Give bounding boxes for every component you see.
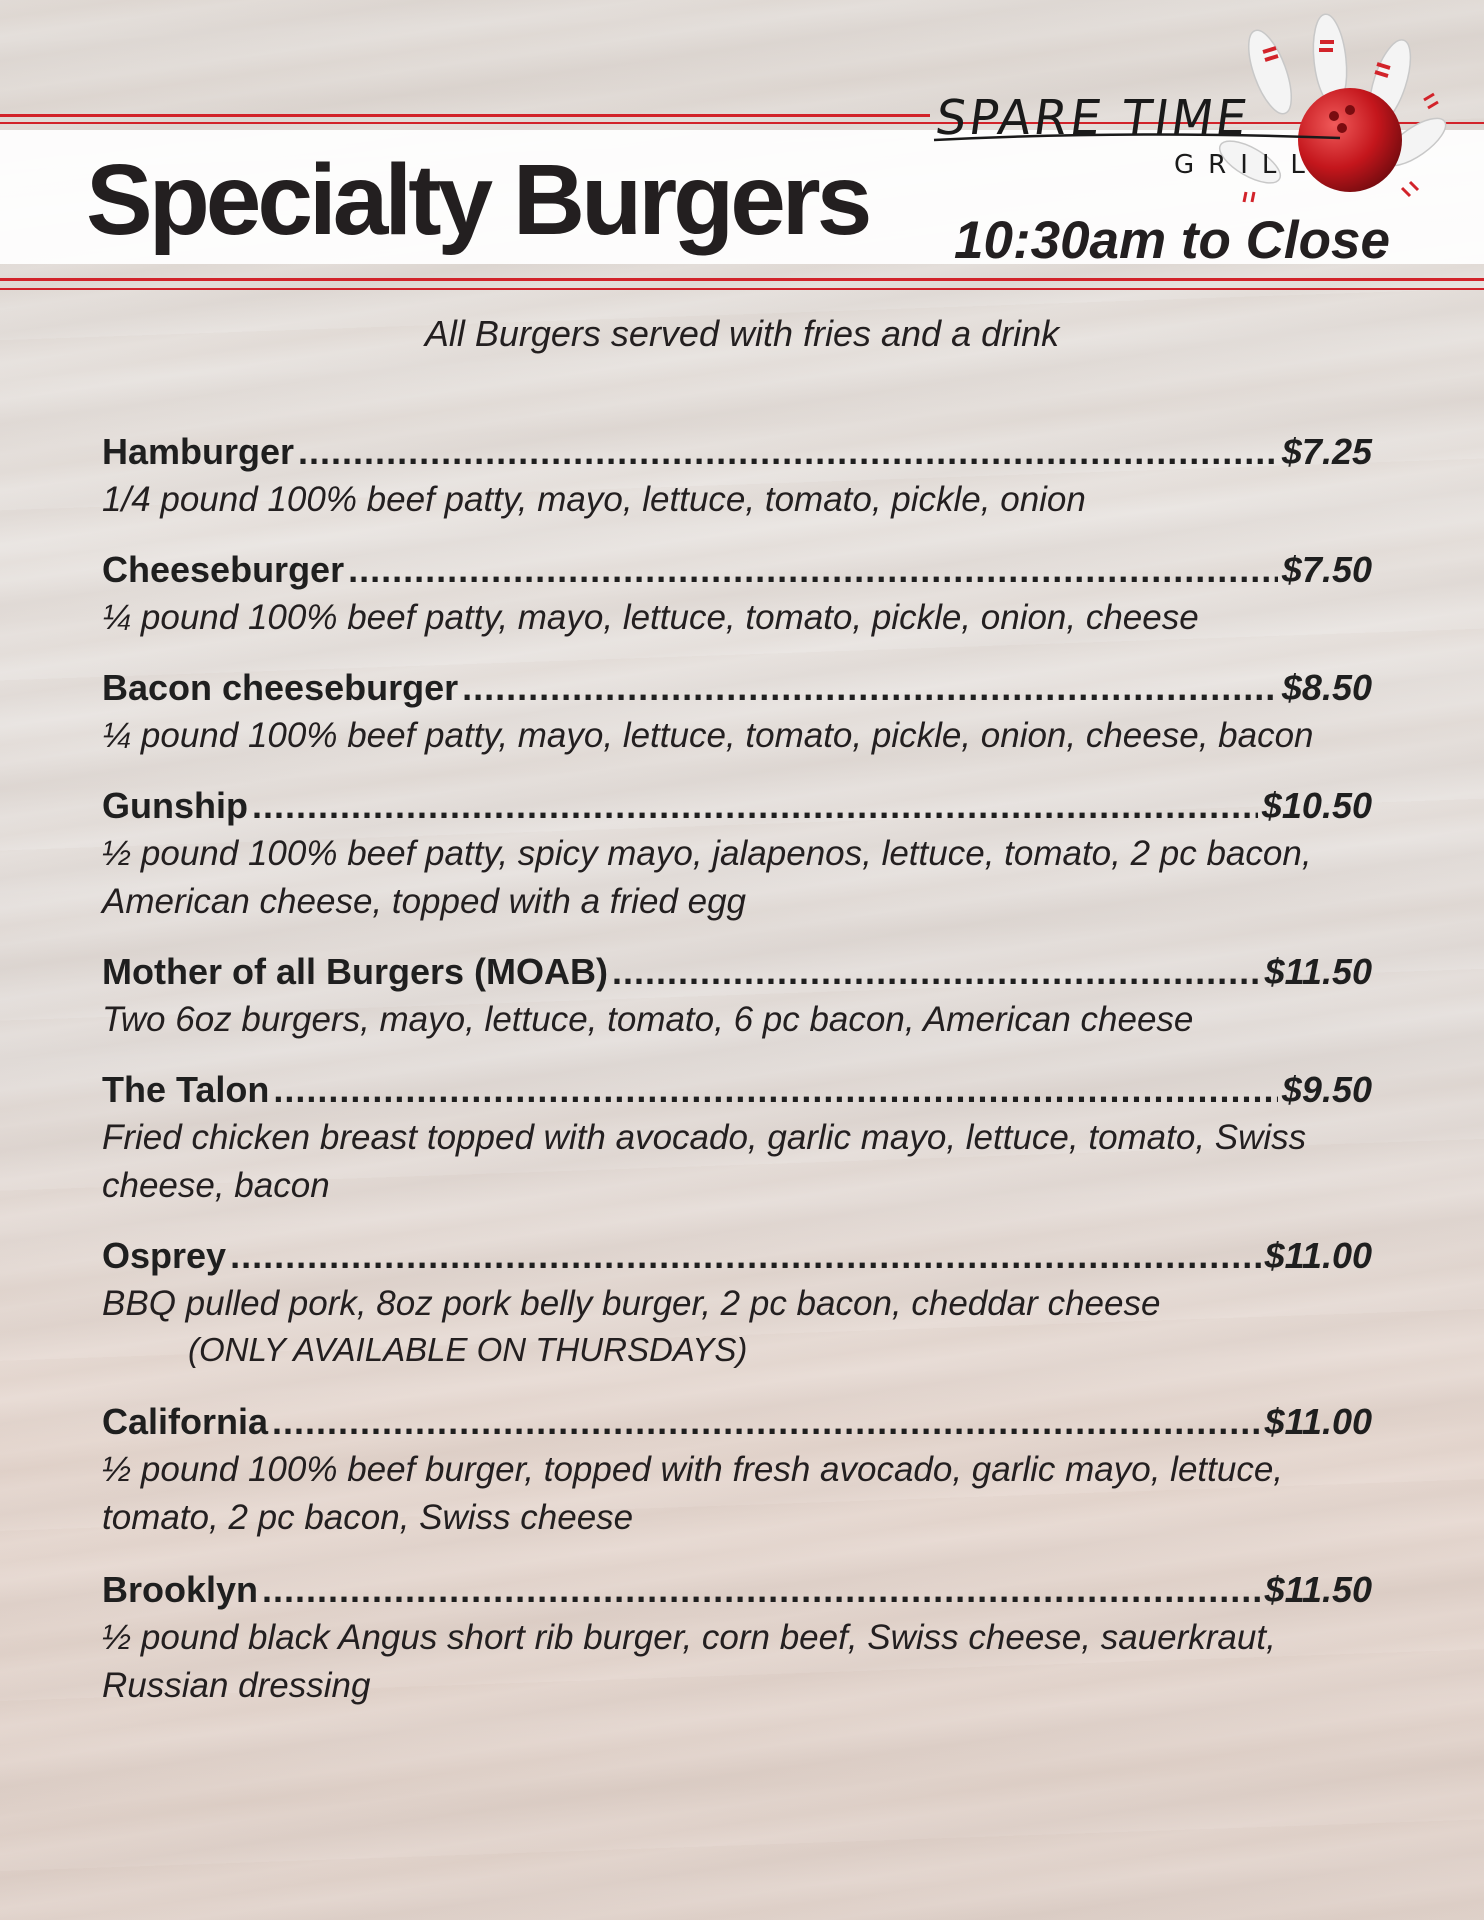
- menu-item-gunship: [102, 784, 1372, 926]
- header-rule-bottom-2: [0, 288, 1484, 290]
- item-description: ½ pound 100% beef patty, spicy mayo, jalapenos, lettuce, tomato, 2 pc bacon, American cheese, topped with a fried egg: [102, 834, 1312, 921]
- item-name: Osprey: [102, 1235, 227, 1276]
- hours-text: 10:30am to Close: [954, 211, 1390, 270]
- spare-time-grill-logo: [930, 12, 1450, 212]
- item-description: ½ pound 100% beef burger, topped with fresh avocado, garlic mayo, lettuce, tomato, 2 pc bacon, Swiss cheese: [102, 1450, 1284, 1537]
- item-name: Mother of all Burgers (MOAB): [102, 951, 609, 992]
- item-price: $10.50: [1261, 785, 1372, 826]
- item-name: Gunship: [102, 785, 248, 826]
- menu-item-osprey: [102, 1234, 1372, 1372]
- item-price: $11.50: [1264, 951, 1372, 992]
- menu-item-cheeseburger: [102, 548, 1372, 642]
- item-description: ¼ pound 100% beef patty, mayo, lettuce, tomato, pickle, onion, cheese: [102, 598, 1199, 637]
- menu-item-california: [102, 1400, 1372, 1542]
- menu-item-bacon-cheeseburger: [102, 666, 1372, 760]
- item-description: Two 6oz burgers, mayo, lettuce, tomato, 6 pc bacon, American cheese: [102, 1000, 1194, 1039]
- dot-leader: [612, 950, 1261, 994]
- header-rule-top-1: [0, 114, 930, 117]
- dot-leader: [462, 666, 1278, 710]
- item-description: Fried chicken breast topped with avocado, garlic mayo, lettuce, tomato, Swiss cheese, bacon: [102, 1118, 1307, 1205]
- menu-item-moab: [102, 950, 1372, 1044]
- item-name: The Talon: [102, 1069, 270, 1110]
- dot-leader: [230, 1234, 1260, 1278]
- item-name: Brooklyn: [102, 1569, 259, 1610]
- menu-subtitle: All Burgers served with fries and a drink: [424, 313, 1060, 354]
- item-description: ¼ pound 100% beef patty, mayo, lettuce, tomato, pickle, onion, cheese, bacon: [102, 716, 1314, 755]
- item-description: ½ pound black Angus short rib burger, corn beef, Swiss cheese, sauerkraut, Russian dressing: [102, 1618, 1276, 1705]
- item-name: Bacon cheeseburger: [102, 667, 459, 708]
- logo-wordmark: SPARE TIME: [932, 90, 1254, 146]
- page-title: Specialty Burgers: [86, 144, 869, 256]
- dot-leader: [298, 430, 1278, 474]
- item-name: Cheeseburger: [102, 549, 345, 590]
- dot-leader: [272, 1400, 1261, 1444]
- menu-item-the-talon: [102, 1068, 1372, 1210]
- availability-note: (ONLY AVAILABLE ON THURSDAYS): [188, 1331, 748, 1368]
- item-price: $8.50: [1281, 667, 1372, 708]
- menu-item-brooklyn: [102, 1568, 1372, 1710]
- dot-leader: [252, 784, 1258, 828]
- item-price: $11.50: [1264, 1569, 1372, 1610]
- header-rule-bottom-1: [0, 278, 1484, 281]
- logo-subtext: GRILL: [1174, 150, 1319, 180]
- item-price: $9.50: [1281, 1069, 1372, 1110]
- dot-leader: [348, 548, 1278, 592]
- item-price: $11.00: [1264, 1401, 1372, 1442]
- item-description: 1/4 pound 100% beef patty, mayo, lettuce, tomato, pickle, onion: [102, 480, 1086, 519]
- item-name: California: [102, 1401, 269, 1442]
- item-price: $7.50: [1281, 549, 1372, 590]
- menu-item-hamburger: [102, 430, 1372, 524]
- item-price: $7.25: [1281, 431, 1372, 472]
- item-name: Hamburger: [102, 431, 295, 472]
- item-price: $11.00: [1264, 1235, 1372, 1276]
- item-description: BBQ pulled pork, 8oz pork belly burger, 2 pc bacon, cheddar cheese: [102, 1284, 1161, 1323]
- dot-leader: [273, 1068, 1278, 1112]
- dot-leader: [262, 1568, 1261, 1612]
